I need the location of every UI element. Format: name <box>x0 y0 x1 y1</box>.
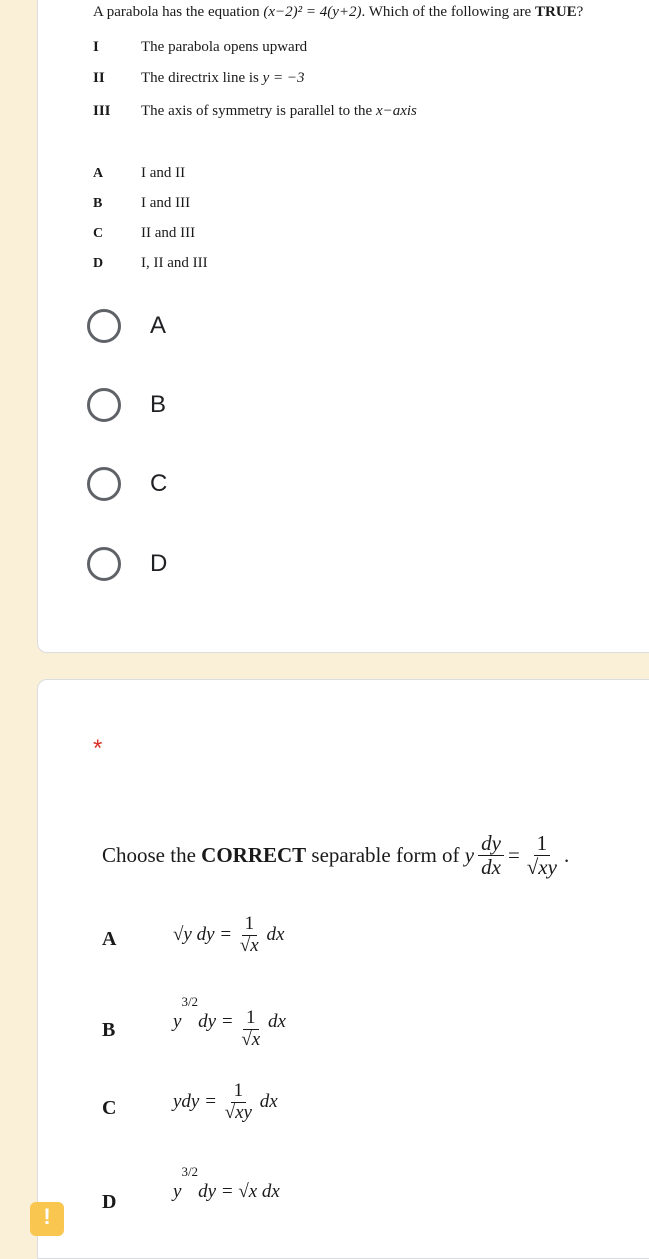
question-card-2 <box>37 679 649 1259</box>
question-1-stem: A parabola has the equation (x−2)² = 4(y+2). Which of the following are TRUE? <box>93 4 584 20</box>
required-asterisk: * <box>93 735 103 762</box>
radio-circle-icon[interactable] <box>87 388 121 422</box>
choice-letter: A <box>93 166 104 181</box>
statement-num: III <box>93 103 111 119</box>
option-equation: y 3/2 dy = √x dx <box>173 1164 280 1202</box>
choice-letter: C <box>93 226 104 241</box>
statement-text: The parabola opens upward <box>141 39 308 55</box>
statement-text: The directrix line is y = −3 <box>141 70 305 86</box>
option-equation: y 3/2 dy = $\frac{1}{√x}$ dx <box>173 994 286 1050</box>
radio-label: A <box>150 312 167 339</box>
choice-text: I, II and III <box>141 255 208 271</box>
radio-option-c[interactable] <box>87 464 167 504</box>
option-equation: ydy = $\frac{1}{√xy}$ dx <box>173 1080 278 1123</box>
radio-option-a[interactable] <box>87 306 166 346</box>
choice-text: I and II <box>141 165 186 181</box>
statement-num: II <box>93 70 105 86</box>
radio-circle-icon[interactable] <box>87 547 121 581</box>
option-letter: D <box>102 1191 117 1213</box>
radio-option-d[interactable] <box>87 544 167 584</box>
choice-text: II and III <box>141 225 196 241</box>
radio-circle-icon[interactable] <box>87 309 121 343</box>
statement-num: I <box>93 39 99 55</box>
radio-circle-icon[interactable] <box>87 467 121 501</box>
choice-text: I and III <box>141 195 191 211</box>
choice-letter: D <box>93 256 104 271</box>
radio-label: B <box>150 391 167 418</box>
radio-option-b[interactable] <box>87 385 166 425</box>
option-letter: C <box>102 1097 117 1119</box>
statement-text: The axis of symmetry is parallel to the x−axis <box>141 103 417 119</box>
radio-label: C <box>150 470 168 497</box>
option-equation: √y dy = $\frac{1}{√x}$ dx <box>173 913 285 956</box>
option-letter: A <box>102 928 117 950</box>
radio-label: D <box>150 550 168 577</box>
option-letter: B <box>102 1019 116 1041</box>
choice-letter: B <box>93 196 103 211</box>
question-2-stem: Choose the CORRECT separable form of y $\frac{dy}{dx}$ = $\frac{1}{√xy}$ . <box>102 831 570 880</box>
alert-icon[interactable]: ! <box>30 1202 64 1236</box>
